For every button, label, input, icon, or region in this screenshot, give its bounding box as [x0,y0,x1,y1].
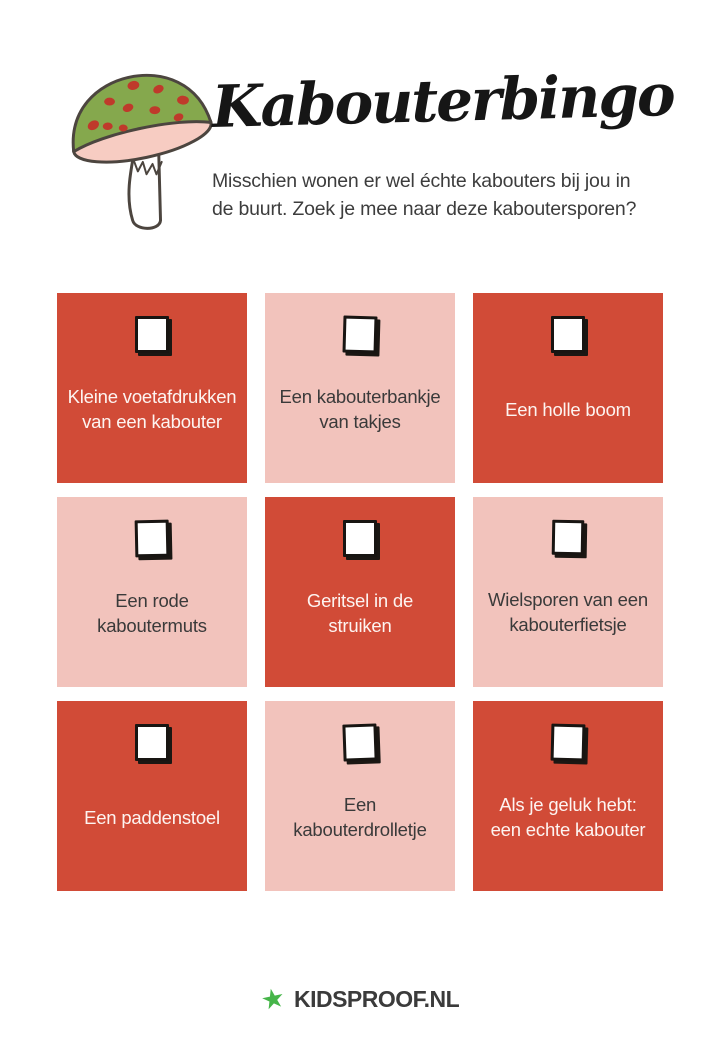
checkbox[interactable] [551,316,585,353]
bingo-cell-label-wrap [473,761,663,891]
bingo-cell-label: Een paddenstoel [84,806,220,828]
footer [0,981,720,1017]
star-icon: ★ [257,981,288,1017]
bingo-grid [57,293,663,891]
bingo-cell [265,293,455,483]
bingo-cell-label-wrap [495,353,641,483]
checkbox[interactable] [342,316,377,354]
bingo-cell-label: Als je geluk hebt: een echte kabouter [490,794,646,840]
bingo-cell-label: Een kabouterbankje van takjes [279,386,441,432]
bingo-cell-label-wrap [265,761,455,891]
bingo-cell [473,701,663,891]
bingo-cell-label-wrap [57,557,247,687]
bingo-cell-label: Wielsporen van een kabouterfietsje [488,589,648,635]
checkbox[interactable] [135,724,169,761]
bingo-cell-label: Geritsel in de struiken [306,590,414,636]
checkbox[interactable] [551,724,586,762]
checkbox[interactable] [552,520,585,556]
bingo-cell [57,293,247,483]
page-title: Kabouterbingo [211,60,675,141]
page-subtitle: Misschien wonen er wel échte kabouters bij jou in de buurt. Zoek je mee naar deze kaboutersporen? [212,170,637,220]
bingo-cell [57,497,247,687]
bingo-cell-label: Een kabouterdrolletje [293,794,427,840]
bingo-cell-label: Een holle boom [505,398,631,420]
bingo-cell-label-wrap [57,353,247,483]
bingo-cell [57,701,247,891]
bingo-cell [473,497,663,687]
bingo-cell-label-wrap [74,761,230,891]
checkbox[interactable] [135,520,170,558]
bingo-cell-label: Een rode kaboutermuts [97,590,207,636]
bingo-cell-label-wrap [473,555,663,687]
bingo-cell [265,701,455,891]
title-block [211,52,675,223]
bingo-cell-label-wrap [265,353,455,483]
bingo-cell [473,293,663,483]
bingo-cell-label: Kleine voetafdrukken van een kabouter [67,386,237,432]
checkbox[interactable] [342,723,377,761]
bingo-cell [265,497,455,687]
logo-text: KIDSPROOF.NL [293,986,460,1012]
checkbox[interactable] [343,520,377,557]
checkbox[interactable] [135,316,169,353]
bingo-cell-label-wrap [265,557,455,687]
